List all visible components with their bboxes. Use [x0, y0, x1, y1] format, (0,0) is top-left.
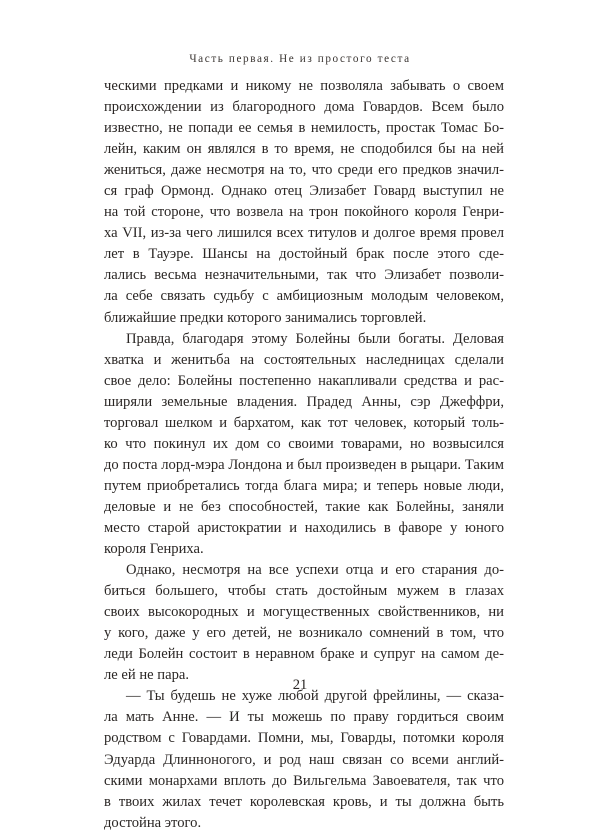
text-line: — Ты будешь не хуже любой другой фрейлины, — сказа-: [126, 688, 504, 705]
text-line: путем приобретались тогда блага мира; и теперь новые люди,: [104, 477, 504, 494]
text-line: биться большего, чтобы стать достойным мужем в глазах: [104, 583, 504, 600]
text-line: ле ей не пара.: [104, 667, 189, 684]
text-line: лались весьма незначительными, так что Элизабет позволи-: [104, 267, 504, 284]
text-line: лет в Тауэре. Шансы на достойный брак после этого сде-: [104, 246, 504, 263]
paragraph: [104, 686, 504, 833]
text-line: родством с Говардами. Помни, мы, Говарды, потомки короля: [104, 730, 504, 747]
text-line: хватка и женитьба на состоятельных наследницах сделали: [104, 351, 504, 368]
text-line: своих высокородных и могущественных свойственников, ни: [104, 604, 504, 621]
text-line: Однако, несмотря на все успехи отца и его старания до-: [126, 562, 504, 579]
text-line: у кого, даже у его детей, не возникало сомнений в том, что: [104, 625, 504, 642]
text-line: жениться, даже несмотря на то, что среди его предков значил-: [104, 162, 504, 179]
text-line: ся граф Ормонд. Однако отец Элизабет Говард выступил не: [104, 183, 504, 200]
text-line: в твоих жилах течет королевская кровь, и ты должна быть: [104, 793, 504, 810]
text-line: место старой аристократии и находились в фаворе у юного: [104, 519, 504, 536]
text-line: ла себе связать судьбу с амбициозным молодым человеком,: [104, 288, 504, 305]
text-line: достойна этого.: [104, 814, 202, 831]
paragraph: [104, 560, 504, 686]
text-line: ха VII, из-за чего лишился всех титулов и долгое время провел: [104, 225, 504, 242]
text-line: известно, не попади ее семья в немилость, простак Томас Бо-: [104, 120, 504, 137]
text-line: деловые и не без способностей, такие как Болейны, заняли: [104, 498, 504, 515]
text-line: ко что покинул их дом со своими товарами, но возвысился: [104, 435, 504, 452]
text-line: на той стороне, что возвела на трон покойного короля Генри-: [104, 204, 504, 221]
text-line: торговал шелком и бархатом, как тот человек, который толь-: [104, 414, 504, 431]
text-line: до поста лорд-мэра Лондона и был произведен в рыцари. Таким: [104, 456, 504, 473]
text-line: короля Генриха.: [104, 541, 204, 558]
body-text: [104, 76, 504, 834]
paragraph: [104, 329, 504, 561]
running-head: Часть первая. Не из простого теста: [189, 53, 411, 65]
text-line: ческими предками и никому не позволяла забывать о своем: [104, 78, 504, 94]
page-number: 21: [292, 677, 308, 693]
text-line: свое дело: Болейны постепенно накапливали средства и рас-: [104, 372, 504, 389]
text-line: леди Болейн состоит в неравном браке и супруг на самом де-: [104, 646, 504, 663]
text-line: лейн, каким он являлся в то время, не сподобился бы на ней: [104, 141, 504, 158]
text-line: скими монархами вплоть до Вильгельма Завоевателя, так что: [104, 772, 504, 789]
text-line: Правда, благодаря этому Болейны были богаты. Деловая: [126, 330, 504, 347]
text-line: ближайшие предки которого занимались торговлей.: [104, 309, 427, 326]
text-line: ла мать Анне. — И ты можешь по праву гордиться своим: [104, 709, 504, 726]
text-line: Эдуарда Длинноногого, и род наш связан со всеми англий-: [104, 751, 504, 768]
text-line: ширяли земельные владения. Прадед Анны, сэр Джеффри,: [104, 393, 504, 410]
text-line: происхождении из благородного дома Говардов. Всем было: [104, 99, 504, 116]
paragraph: [104, 76, 504, 329]
